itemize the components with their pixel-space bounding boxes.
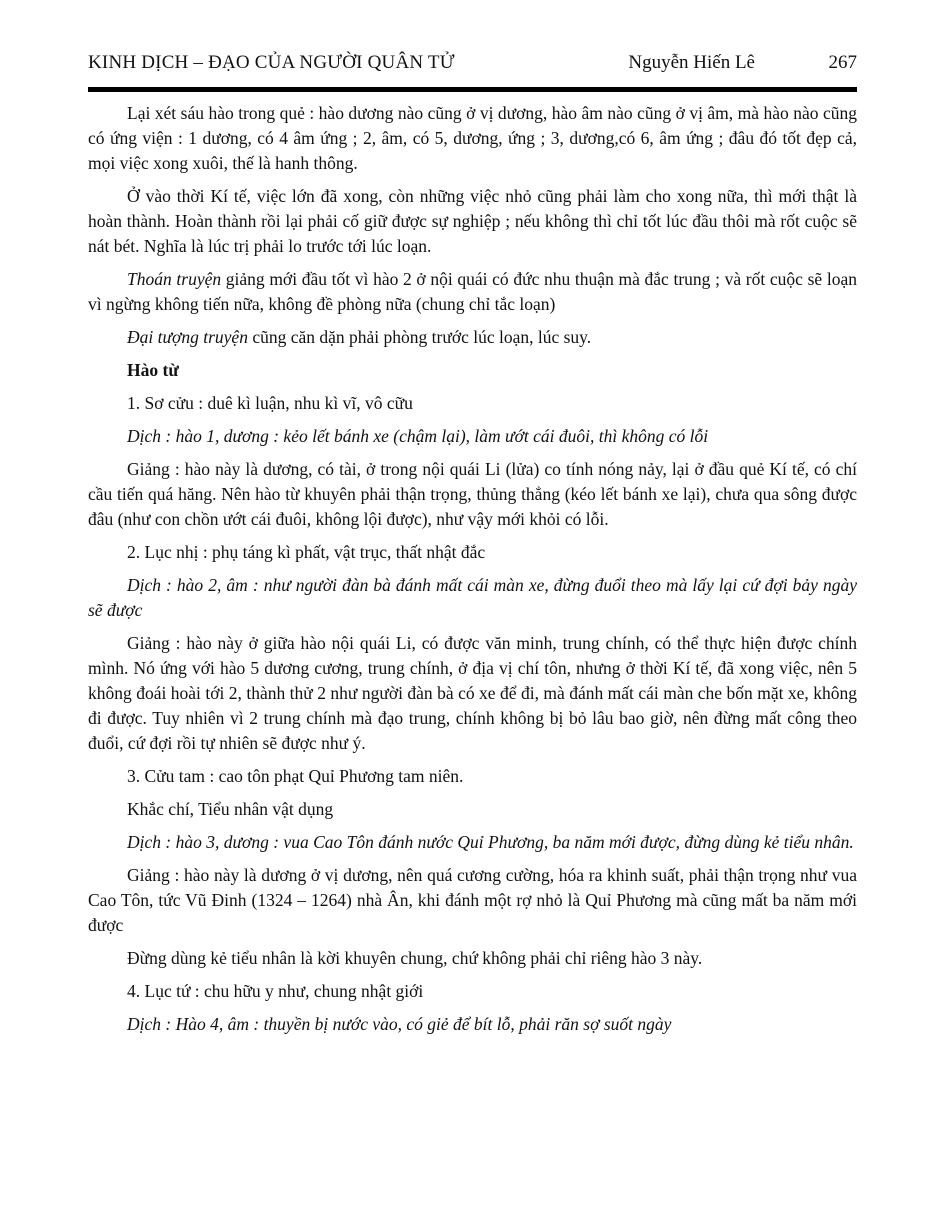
hao-3-line: 3. Cửu tam : cao tôn phạt Quỉ Phương tam niên. [127,766,464,786]
book-title: KINH DỊCH – ĐẠO CỦA NGƯỜI QUÂN TỬ [88,52,455,73]
page-number: 267 [828,52,857,73]
hao-1-line: 1. Sơ cửu : duê kì luận, nhu kì vĩ, vô cữu [127,393,413,413]
paragraph-thoan-truyen [88,267,857,317]
hao-3-giang: Giảng : hào này là dương ở vị dương, nên quá cương cường, hóa ra khinh suất, phải thận trọng như vua Cao Tôn, tức Vũ Đinh (1324 – 1264) nhà Ân, khi đánh một rợ nhỏ là Quỉ Phương mà cũng mất ba năm mới được [88,865,857,935]
dai-tuong-truyen-term: Đại tượng truyện [127,327,248,347]
paragraph-ki-te: Ở vào thời Kí tế, việc lớn đã xong, còn những việc nhỏ cũng phải làm cho xong nữa, thì mới thật là hoàn thành. Hoàn thành rồi lại phải cố giữ được sự nghiệp ; nếu không thì chỉ tốt lúc đầu thôi mà rốt cuộc sẽ nát bét. Nghĩa là lúc trị phải lo trước tới lúc loạn. [88,186,857,256]
hao-4-dich: Dịch : Hào 4, âm : thuyền bị nước vào, có giẻ để bít lỗ, phải răn sợ suốt ngày [127,1014,672,1034]
dai-tuong-truyen-text: cũng căn dặn phải phòng trước lúc loạn, lúc suy. [247,327,592,347]
hao-3-line-2: Khắc chí, Tiểu nhân vật dụng [127,799,334,819]
author-name: Nguyễn Hiến Lê [628,52,755,73]
hao-3-note: Đừng dùng kẻ tiểu nhân là kời khuyên chung, chứ không phải chỉ riêng hào 3 này. [127,948,703,968]
hao-2-dich: Dịch : hào 2, âm : như người đàn bà đánh mất cái màn xe, đừng đuổi theo mà lấy lại cứ đợi bảy ngày sẽ được [88,575,857,620]
hao-3-dich: Dịch : hào 3, dương : vua Cao Tôn đánh nước Quỉ Phương, ba năm mới được, đừng dùng kẻ tiểu nhân. [127,832,854,852]
hao-2-line: 2. Lục nhị : phụ táng kì phất, vật trục, thất nhật đắc [127,542,486,562]
intro-paragraph-six-lines: Lại xét sáu hào trong quẻ : hào dương nào cũng ở vị dương, hào âm nào cũng ở vị âm, mà hào nào cũng có ứng viện : 1 dương, có 4 âm ứng ; 2, âm, có 5, dương, ứng ; 3, dương,có 6, âm ứng ; đâu đó tốt đẹp cả, mọi việc xong xuôi, thế là hanh thông. [88,103,857,173]
hao-2-giang: Giảng : hào này ở giữa hào nội quái Li, có được văn minh, trung chính, có thể thực hiện được chính mình. Nó ứng với hào 5 dương cương, trung chính, ở địa vị chí tôn, nhưng ở thời Kí tế, đã xong việc, nên 5 không đoái hoài tới 2, thành thử 2 như người đàn bà có xe để đi, mà đánh mất cái màn che bốn mặt xe, không đi được. Tuy nhiên vì 2 trung chính mà đạo trung, chính không bị bỏ lâu bao giờ, nên đừng mất công theo đuổi, cứ đợi rồi tự nhiên sẽ được như ý. [88,633,857,753]
hao-1-dich: Dịch : hào 1, dương : kẻo lết bánh xe (chậm lại), làm ướt cái đuôi, thì không có lỗi [127,426,709,446]
heading-hao-tu: Hào từ [127,360,179,380]
running-header [88,52,857,74]
header-rule [88,87,857,92]
page-content [88,101,857,1037]
paragraph-dai-tuong-truyen [88,325,857,350]
thoan-truyen-term: Thoán truyện [127,269,222,289]
hao-4-line: 4. Lục tứ : chu hữu y như, chung nhật giới [127,981,424,1001]
hao-1-giang: Giảng : hào này là dương, có tài, ở trong nội quái Li (lửa) co tính nóng nảy, lại ở đầu quẻ Kí tế, có chí cầu tiến quá hăng. Nên hào từ khuyên phải thận trọng, thủng thẳng (kéo lết bánh xe lại), chưa qua sông được đâu (như con chồn ướt cái đuôi, không lội được), như vậy mới khỏi có lỗi. [88,459,857,529]
thoan-truyen-text: giảng mới đầu tốt vì hào 2 ở nội quái có đức nhu thuận mà đắc trung ; và rốt cuộc sẽ loạn vì ngừng không tiến nữa, không đề phòng nữa (chung chỉ tắc loạn) [88,269,857,314]
